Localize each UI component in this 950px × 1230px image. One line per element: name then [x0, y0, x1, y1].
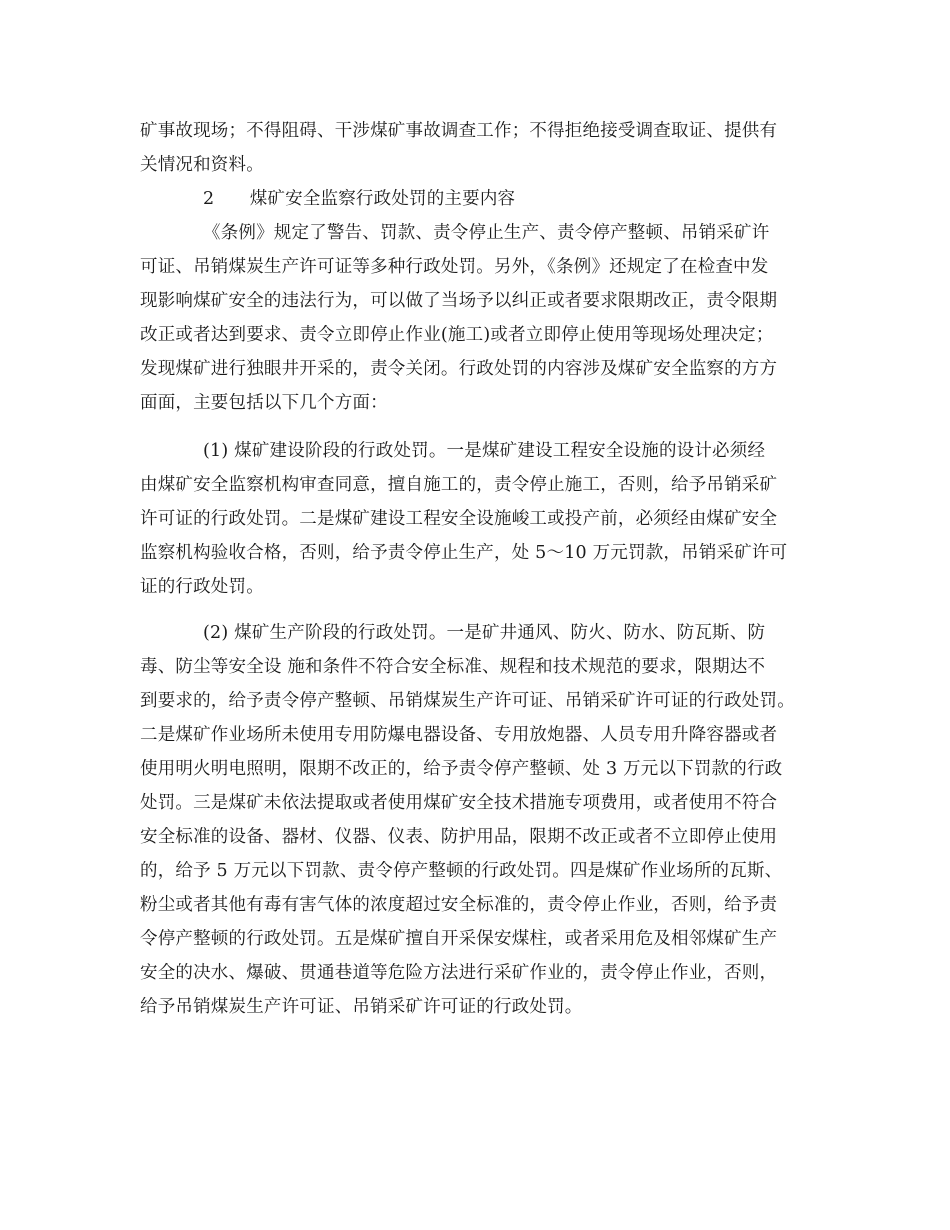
- body-line: 二是煤矿作业场所未使用专用防爆电器设备、专用放炮器、人员专用升降容器或者: [140, 725, 778, 745]
- body-line: 证的行政处罚。: [140, 577, 264, 597]
- body-line: 到要求的，给予责令停产整顿、吊销煤炭生产许可证、吊销采矿许可证的行政处罚。: [140, 691, 795, 711]
- body-line: 关情况和资料。: [140, 155, 264, 175]
- body-line: 使用明火明电照明，限期不改正的，给予责令停产整顿、处 3 万元以下罚款的行政: [140, 759, 783, 779]
- paragraph-first-line: (2) 煤矿生产阶段的行政处罚。一是矿井通风、防火、防水、防瓦斯、防: [203, 623, 766, 643]
- body-line: 处罚。三是煤矿未依法提取或者使用煤矿安全技术措施专项费用，或者使用不符合: [140, 793, 778, 813]
- body-line: 可证、吊销煤炭生产许可证等多种行政处罚。另外，《条例》还规定了在检查中发: [140, 257, 769, 277]
- body-line: 改正或者达到要求、责令立即停止作业(施工)或者立即停止使用等现场处理决定；: [140, 325, 774, 345]
- body-line: 矿事故现场；不得阻碍、干涉煤矿事故调查工作；不得拒绝接受调查取证、提供有: [140, 121, 778, 141]
- section-heading: 2 煤矿安全监察行政处罚的主要内容: [203, 189, 516, 209]
- body-line: 安全标准的设备、器材、仪器、仪表、防护用品，限期不改正或者不立即停止使用: [140, 827, 778, 847]
- body-line: 给予吊销煤炭生产许可证、吊销采矿许可证的行政处罚。: [140, 997, 583, 1017]
- body-line: 许可证的行政处罚。二是煤矿建设工程安全设施峻工或投产前，必须经由煤矿安全: [140, 509, 778, 529]
- body-line: 现影响煤矿安全的违法行为，可以做了当场予以纠正或者要求限期改正，责令限期: [140, 291, 778, 311]
- body-line: 安全的决水、爆破、贯通巷道等危险方法进行采矿作业的，责令停止作业，否则，: [140, 963, 778, 983]
- body-line: 发现煤矿进行独眼井开采的，责令关闭。行政处罚的内容涉及煤矿安全监察的方方: [140, 359, 778, 379]
- body-line: 面面，主要包括以下几个方面：: [140, 393, 388, 413]
- body-line: 粉尘或者其他有毒有害气体的浓度超过安全标准的，责令停止作业，否则，给予责: [140, 895, 778, 915]
- body-line: 的，给予 5 万元以下罚款、责令停产整顿的行政处罚。四是煤矿作业场所的瓦斯、: [140, 861, 783, 881]
- body-line: 毒、防尘等安全设 施和条件不符合安全标准、规程和技术规范的要求，限期达不: [140, 657, 766, 677]
- body-line: 监察机构验收合格，否则，给予责令停止生产，处 5～10 万元罚款，吊销采矿许可: [140, 543, 788, 563]
- paragraph-first-line: (1) 煤矿建设阶段的行政处罚。一是煤矿建设工程安全设施的设计必须经: [203, 441, 766, 461]
- body-line: 由煤矿安全监察机构审查同意，擅自施工的，责令停止施工，否则，给予吊销采矿: [140, 475, 778, 495]
- body-line: 令停产整顿的行政处罚。五是煤矿擅自开采保安煤柱，或者采用危及相邻煤矿生产: [140, 929, 778, 949]
- paragraph-first-line: 《条例》规定了警告、罚款、责令停止生产、责令停产整顿、吊销采矿许: [203, 223, 770, 243]
